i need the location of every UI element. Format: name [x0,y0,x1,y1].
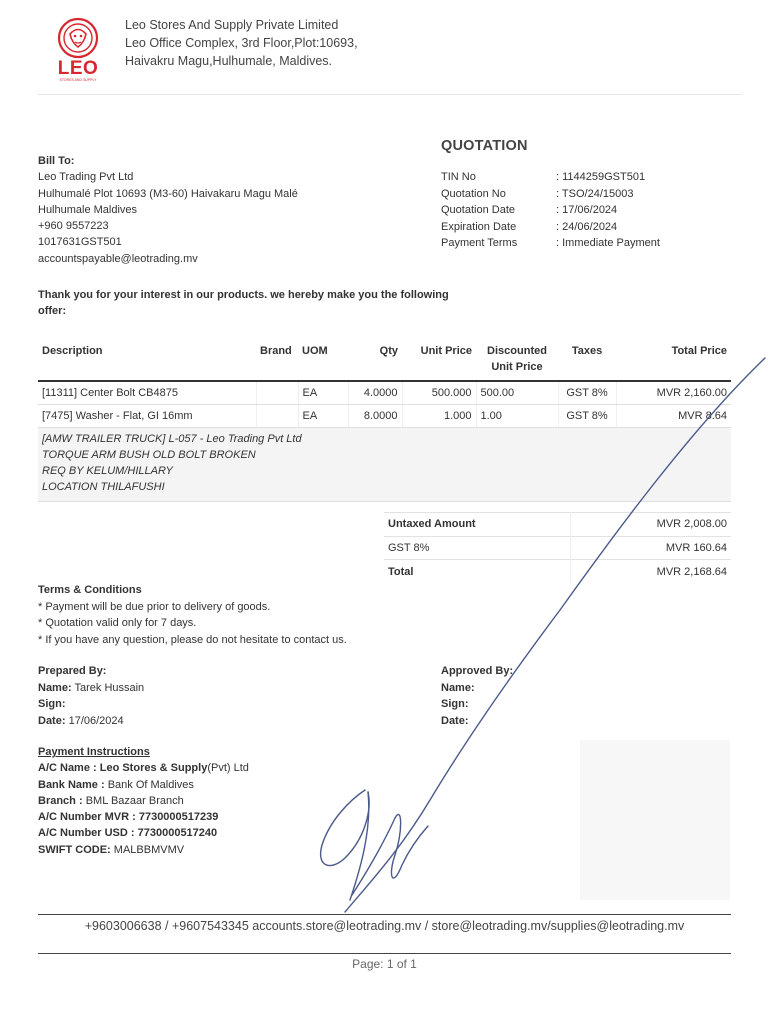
cell-total-price: MVR 8.64 [616,404,731,427]
bill-to-line: Leo Trading Pvt Ltd [38,171,134,184]
bill-to-block [38,153,298,267]
meta-row [441,235,660,252]
cell-taxes: GST 8% [558,404,616,427]
column-header-taxes: Taxes [558,336,616,381]
approved-by-block [441,663,513,729]
bill-to-label: Bill To: [38,155,75,167]
payment-bank-row [38,777,249,793]
cell-total-price: MVR 2,160.00 [616,381,731,404]
cell-uom: EA [298,404,348,427]
meta-value: : 24/06/2024 [556,220,618,233]
header-divider [38,94,743,95]
payment-branch-row [38,793,249,809]
note-line: TORQUE ARM BUSH OLD BOLT BROKEN [42,448,256,461]
prepared-name-value: Tarek Hussain [74,681,145,694]
terms-line: * Quotation valid only for 7 days. [38,617,197,629]
prepared-by-block [38,663,144,729]
cell-brand [256,404,298,427]
meta-row [441,186,660,203]
bill-to-line: Hulhumale Maldives [38,203,138,216]
document-title: QUOTATION [441,138,528,154]
totals-label: Total [384,560,570,584]
logo-tagline: STORES AND SUPPLY [59,78,97,82]
company-address-line-1: Leo Office Complex, 3rd Floor,Plot:10693, [125,36,358,50]
table-note-row [38,427,731,501]
quotation-meta [441,169,660,252]
cell-uom: EA [298,381,348,404]
cell-qty: 8.0000 [348,404,402,427]
payment-branch-label: Branch : [38,794,86,807]
bill-to-line: Hulhumalé Plot 10693 (M3-60) Haivakaru Magu Malé [38,187,298,200]
approved-title: Approved By: [441,665,514,677]
intro-text: Thank you for your interest in our products. we hereby make you the following offer: [38,289,449,317]
note-line: REQ BY KELUM/HILLARY [42,465,173,478]
payment-swift-label: SWIFT CODE: [38,843,114,856]
cell-description: [11311] Center Bolt CB4875 [38,381,256,404]
prepared-title: Prepared By: [38,665,107,677]
table-header-row [38,336,731,381]
payment-swift-row [38,842,249,858]
cell-discounted-unit-price: 1.00 [476,404,558,427]
totals-row-untaxed [384,513,731,537]
note-line: [AMW TRAILER TRUCK] L-057 - Leo Trading Pvt Ltd [42,432,302,445]
footer-contact: +9603006638 / +9607543345 accounts.store@leotrading.mv / store@leotrading.mv/supplies@leotrading.mv [84,919,685,933]
totals-label: Untaxed Amount [384,513,570,537]
cell-taxes: GST 8% [558,381,616,404]
terms-line: * Payment will be due prior to delivery of goods. [38,600,271,613]
approved-sign-label: Sign: [441,698,469,710]
meta-key: Quotation No [441,187,506,200]
company-info [125,16,358,70]
meta-row [441,202,660,219]
footer-divider-bottom [38,953,731,954]
prepared-date-label: Date: [38,714,66,727]
bill-to-line: 1017631GST501 [38,236,122,249]
payment-branch-value: BML Bazaar Branch [85,794,184,807]
meta-value: : 1144259GST501 [556,171,646,183]
column-header-brand: Brand [256,336,298,381]
payment-usd-account: A/C Number USD : 7730000517240 [38,827,218,840]
cell-description: [7475] Washer - Flat, GI 16mm [38,404,256,427]
table-row [38,381,731,404]
prepared-sign-label: Sign: [38,698,66,710]
signature-background-panel [580,740,730,900]
prepared-date-row [38,713,144,730]
column-header-description: Description [38,336,256,381]
company-name: Leo Stores And Supply Private Limited [125,18,339,32]
cell-discounted-unit-price: 500.00 [476,381,558,404]
terms-line: * If you have any question, please do not hesitate to contact us. [38,633,347,646]
totals-row-tax [384,536,731,560]
column-header-discounted-unit-price: Discounted Unit Price [476,336,558,381]
company-logo [50,16,106,80]
payment-ac-name: A/C Name : Leo Stores & Supply [38,762,208,775]
meta-key: Quotation Date [441,204,515,216]
column-header-unit-price: Unit Price [402,336,476,381]
meta-key: TIN No [441,171,476,183]
meta-key: Payment Terms [441,237,518,249]
totals-value: MVR 2,008.00 [570,513,731,537]
payment-bank-label: Bank Name : [38,778,108,791]
meta-value: : TSO/24/15003 [556,187,634,200]
payment-ac-name-row [38,760,249,776]
note-line: LOCATION THILAFUSHI [42,481,165,494]
meta-row [441,219,660,236]
terms-title: Terms & Conditions [38,584,142,596]
cell-qty: 4.0000 [348,381,402,404]
totals-label: GST 8% [384,536,570,560]
payment-title: Payment Instructions [38,746,150,758]
column-header-qty: Qty [348,336,402,381]
logo-text: LEO [57,58,99,79]
approved-date-label: Date: [441,714,469,727]
cell-unit-price: 500.000 [402,381,476,404]
page-number: Page: 1 of 1 [352,957,417,971]
column-header-total-price: Total Price [616,336,731,381]
table-row [38,404,731,427]
payment-mvr-account: A/C Number MVR : 7730000517239 [38,811,219,824]
footer-divider-top [38,914,731,915]
line-items-table [38,336,731,502]
meta-key: Expiration Date [441,220,517,233]
meta-value: : 17/06/2024 [556,204,618,216]
payment-instructions [38,744,249,858]
prepared-name-row [38,680,144,697]
prepared-name-label: Name: [38,681,72,694]
payment-swift-value: MALBBMVMV [113,843,185,856]
column-header-uom: UOM [298,336,348,381]
terms-block [38,582,347,648]
prepared-date-value: 17/06/2024 [68,714,124,727]
totals-row-total [384,560,731,584]
bill-to-email: accountspayable@leotrading.mv [38,252,198,265]
note-cell [38,427,731,501]
totals-value: MVR 2,168.64 [570,560,731,584]
cell-unit-price: 1.000 [402,404,476,427]
payment-bank-value: Bank Of Maldives [107,778,194,791]
approved-name-label: Name: [441,681,475,694]
meta-row [441,169,660,186]
meta-value: : Immediate Payment [556,237,660,249]
totals-table [384,512,731,583]
bill-to-line: +960 9557223 [38,220,109,233]
cell-brand [256,381,298,404]
company-address-line-2: Haivakru Magu,Hulhumale, Maldives. [125,54,333,68]
totals-value: MVR 160.64 [570,536,731,560]
payment-ac-name-suffix: (Pvt) Ltd [207,762,249,775]
